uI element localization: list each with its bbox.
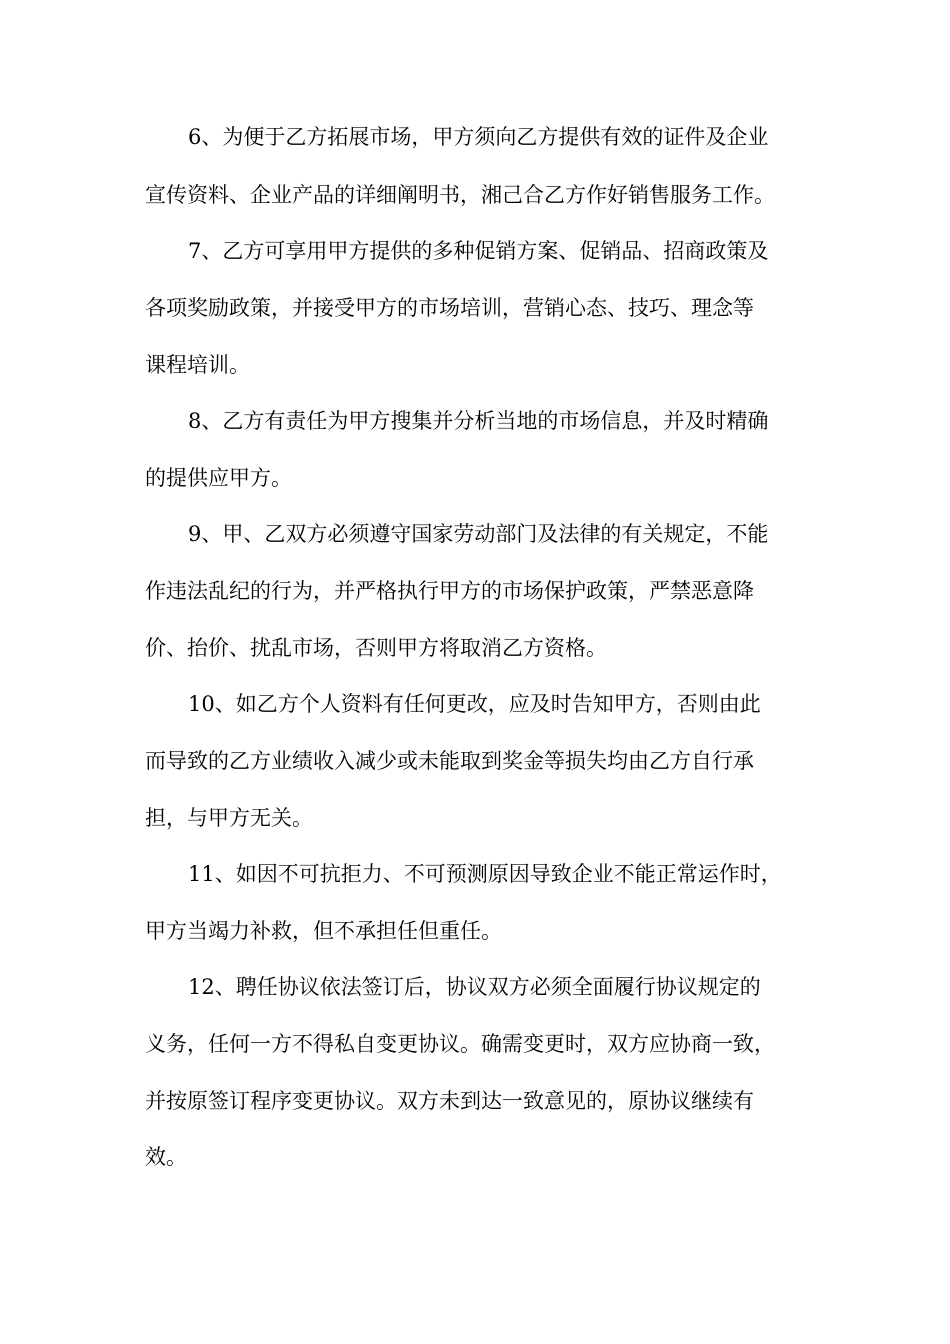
clause-12-line-2: 义务，任何一方不得私自变更协议。确需变更时，双方应协商一致， — [145, 1032, 775, 1056]
clause-6-line-1: 6、为便于乙方拓展市场，甲方须向乙方提供有效的证件及企业 — [188, 125, 769, 149]
clause-10-line-1: 10、如乙方个人资料有任何更改，应及时告知甲方，否则由此 — [188, 692, 761, 716]
clause-10-line-2: 而导致的乙方业绩收入减少或未能取到奖金等损失均由乙方自行承 — [145, 749, 754, 773]
clause-11-line-1: 11、如因不可抗拒力、不可预测原因导致企业不能正常运作时， — [188, 862, 782, 886]
clause-8-line-2: 的提供应甲方。 — [145, 466, 292, 490]
clause-9-line-2: 作违法乱纪的行为，并严格执行甲方的市场保护政策，严禁恶意降 — [145, 579, 754, 603]
clause-12-line-1: 12、聘任协议依法签订后，协议双方必须全面履行协议规定的 — [188, 975, 761, 999]
clause-12-line-4: 效。 — [145, 1145, 187, 1169]
clause-6-line-2: 宣传资料、企业产品的详细阐明书，湘己合乙方作好销售服务工作。 — [145, 183, 775, 207]
clause-10-line-3: 担，与甲方无关。 — [145, 806, 313, 830]
clause-9-line-1: 9、甲、乙双方必须遵守国家劳动部门及法律的有关规定，不能 — [188, 522, 769, 546]
clause-12-line-3: 并按原签订程序变更协议。双方未到达一致意见的，原协议继续有 — [145, 1089, 754, 1113]
clause-9-line-3: 价、抬价、扰乱市场，否则甲方将取消乙方资格。 — [145, 636, 607, 660]
clause-11-line-2: 甲方当竭力补救，但不承担任但重任。 — [145, 919, 502, 943]
clause-7-line-2: 各项奖励政策，并接受甲方的市场培训，营销心态、技巧、理念等 — [145, 296, 754, 320]
clause-7-line-1: 7、乙方可享用甲方提供的多种促销方案、促销品、招商政策及 — [188, 239, 769, 263]
clause-7-line-3: 课程培训。 — [145, 353, 250, 377]
clause-8-line-1: 8、乙方有责任为甲方搜集并分析当地的市场信息，并及时精确 — [188, 409, 769, 433]
